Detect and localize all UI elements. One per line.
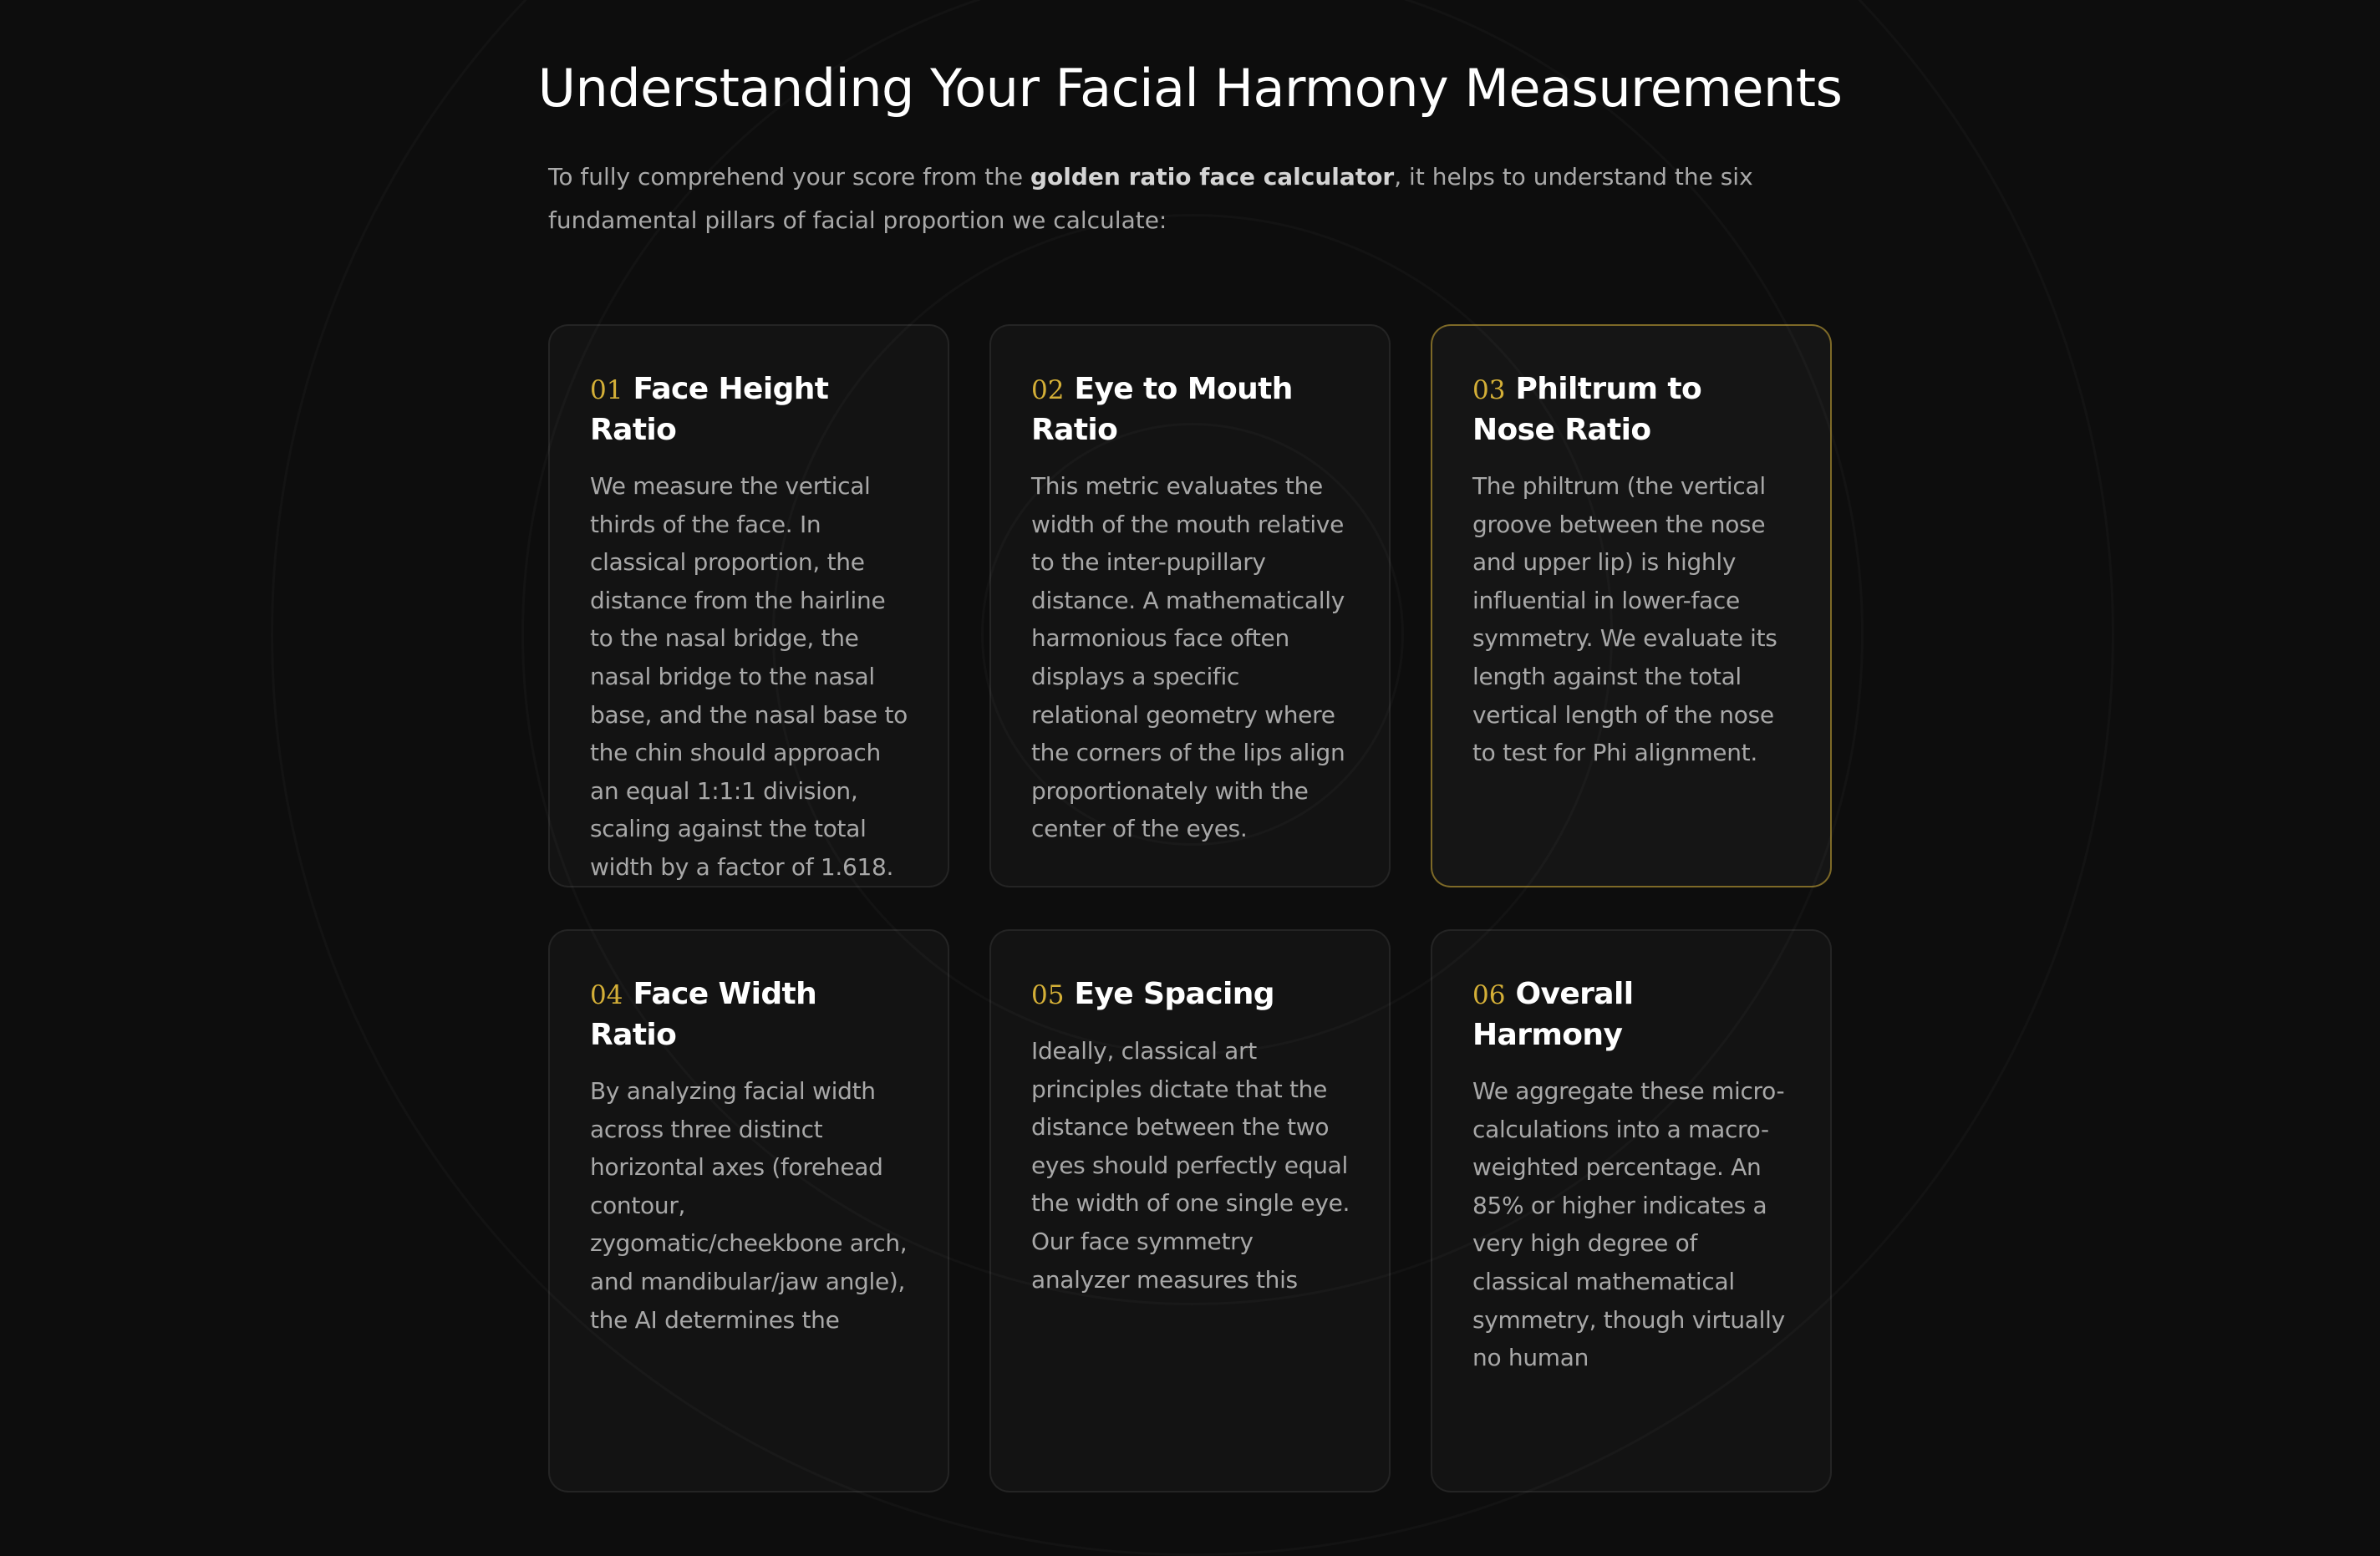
intro-highlight: golden ratio face calculator <box>1030 163 1395 191</box>
card-number: 03 <box>1472 375 1506 405</box>
card-description: The philtrum (the vertical groove between the nose and upper lip) is highly influential in lower-face symmetry. We evaluate its length against the total vertical length of the nose to test for Phi alignment. <box>1472 472 1777 767</box>
card-heading <box>1031 369 1350 450</box>
card-description: We measure the vertical thirds of the face. In classical proportion, the distance from the hairline to the nasal bridge, the nasal bridge to the nasal base, and the nasal base to the chin should approach an equal 1:1:1 division, scaling against the total width by a factor of 1.618. <box>590 472 908 881</box>
card-heading <box>1472 974 1792 1055</box>
card-number: 06 <box>1472 980 1506 1010</box>
card-title: Eye to Mouth Ratio <box>1031 372 1293 447</box>
card-face-width-ratio <box>548 929 949 1492</box>
card-heading <box>1472 369 1792 450</box>
card-title: Face Width Ratio <box>590 977 817 1052</box>
card-title: Face Height Ratio <box>590 372 829 447</box>
card-number: 04 <box>590 980 623 1010</box>
card-description: By analyzing facial width across three distinct horizontal axes (forehead contour, zygomatic/cheekbone arch, and mandibular/jaw angle), the AI determines the <box>590 1077 908 1334</box>
card-description: This metric evaluates the width of the mouth relative to the inter-pupillary distance. A mathematically harmonious face often displays a specific relational geometry where the corners of the lips align proportionately with the center of the eyes. <box>1031 472 1345 843</box>
card-number: 02 <box>1031 375 1065 405</box>
section-title: Understanding Your Facial Harmony Measurements <box>537 58 1843 119</box>
card-description: We aggregate these micro-calculations into a macro-weighted percentage. An 85% or higher indicates a very high degree of classical mathematical symmetry, though virtually no human <box>1472 1077 1785 1372</box>
card-eye-spacing <box>989 929 1391 1492</box>
card-philtrum-to-nose-ratio <box>1431 324 1832 887</box>
card-overall-harmony <box>1431 929 1832 1492</box>
section-intro <box>548 155 1852 242</box>
card-face-height-ratio <box>548 324 949 887</box>
intro-text-start: To fully comprehend your score from the <box>548 163 1031 191</box>
intro-text-end: , it helps to understand the six fundamental pillars of facial proportion we calculate: <box>548 163 1753 234</box>
card-heading <box>1031 974 1350 1015</box>
card-heading <box>590 369 909 450</box>
card-title: Philtrum to Nose Ratio <box>1472 372 1702 447</box>
card-number: 01 <box>590 375 623 405</box>
card-heading <box>590 974 909 1055</box>
measurement-cards-grid <box>548 324 1832 1492</box>
card-eye-to-mouth-ratio <box>989 324 1391 887</box>
card-title: Eye Spacing <box>1074 977 1274 1011</box>
card-title: Overall Harmony <box>1472 977 1634 1052</box>
card-number: 05 <box>1031 980 1065 1010</box>
card-description: Ideally, classical art principles dictate that the distance between the two eyes should perfectly equal the width of one single eye. Our face symmetry analyzer measures this <box>1031 1037 1350 1294</box>
